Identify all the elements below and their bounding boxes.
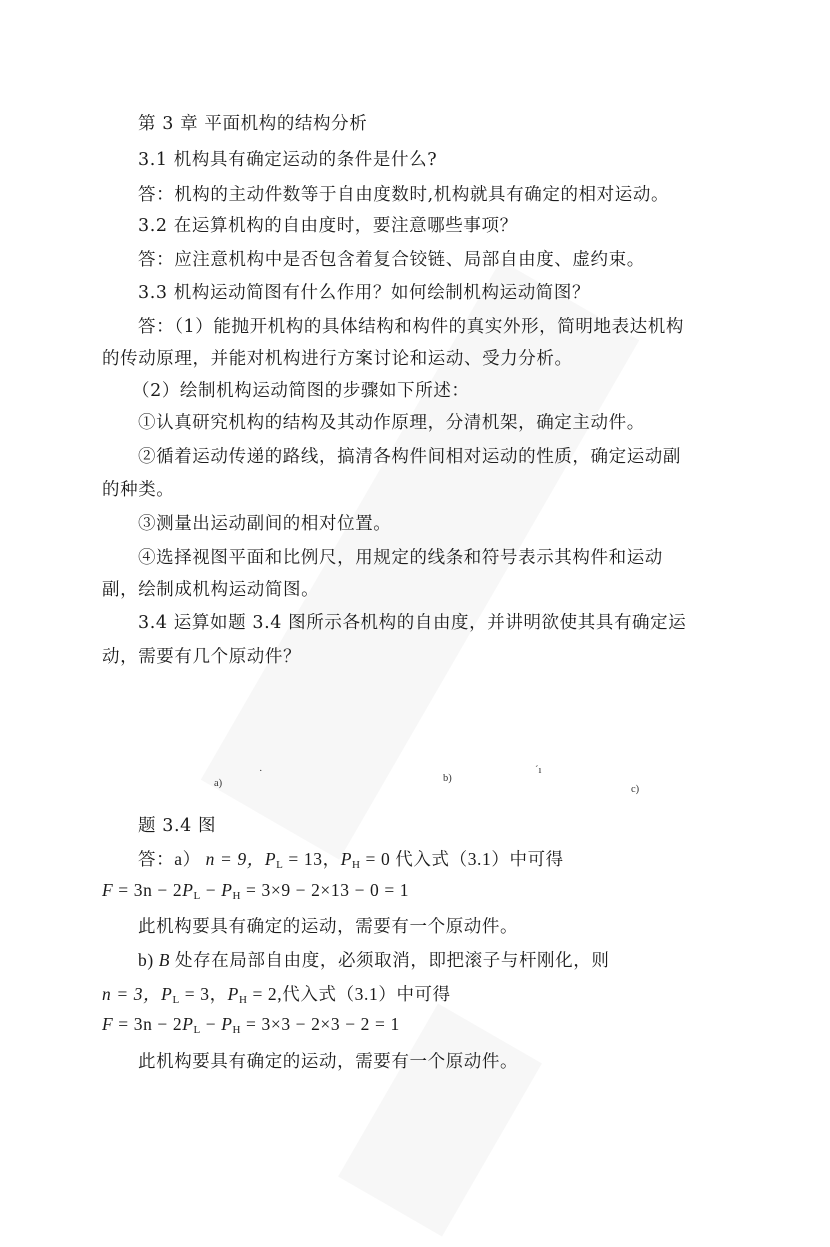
answer-suffix: 代入式（3.1）中可得: [395, 849, 564, 869]
chapter-title: 第 3 章 平面机构的结构分析: [138, 114, 368, 134]
figure-label-c: c): [631, 784, 640, 795]
answer-3-2: 答：应注意机构中是否包含着复合铰链、局部自由度、虚约束。: [138, 250, 645, 270]
formula-head: = 3n − 2: [113, 1014, 183, 1034]
param-pl: = 3，: [179, 984, 228, 1004]
symbol-p: P: [221, 880, 233, 900]
subscript-h: H: [232, 1024, 242, 1036]
subscript-h: H: [238, 994, 248, 1006]
symbol-p: P: [340, 849, 352, 869]
formula-tail: = 3×3 − 2×3 − 2 = 1: [241, 1014, 400, 1034]
symbol-f: F: [102, 1014, 114, 1034]
answer-3-4a-conclusion: 此机构要具有确定的运动，需要有一个原动件。: [138, 917, 519, 937]
answer-3-4b-formula: [102, 1014, 400, 1036]
symbol-p: P: [227, 984, 239, 1004]
symbol-p: P: [182, 1014, 194, 1034]
subscript-l: L: [172, 994, 180, 1006]
answer-3-3-part1b: 的传动原理，并能对机构进行方案讨论和运动、受力分析。: [102, 349, 573, 369]
answer-3-3-step4a: ④选择视图平面和比例尺，用规定的线条和符号表示其构件和运动: [138, 548, 663, 568]
question-3-2: 3.2 在运算机构的自由度时，要注意哪些事项？: [138, 216, 518, 236]
answer-b-prefix: b): [138, 950, 159, 970]
answer-3-3-step2a: ②循着运动传递的路线，搞清各构件间相对运动的性质，确定运动副: [138, 447, 681, 467]
symbol-b: B: [158, 950, 171, 970]
question-3-4b: 动，需要有几个原动件？: [102, 647, 302, 667]
answer-3-3-step1: ①认真研究机构的结构及其动作原理，分清机架，确定主动件。: [138, 413, 645, 433]
param-n: n = 3，: [102, 984, 162, 1004]
answer-3-4b-text: [138, 947, 609, 972]
subscript-h: H: [232, 890, 242, 902]
symbol-p: P: [264, 849, 277, 869]
subscript-l: L: [193, 1024, 201, 1036]
formula-tail: = 3×9 − 2×13 − 0 = 1: [241, 880, 410, 900]
answer-3-4b-params: [102, 981, 451, 1006]
answer-prefix: 答：a）: [138, 849, 201, 869]
subscript-l: L: [276, 859, 284, 871]
answer-3-3-step2b: 的种类。: [102, 480, 175, 500]
answer-3-4a-params: [138, 846, 564, 871]
formula-head: = 3n − 2: [113, 880, 183, 900]
symbol-p: P: [182, 880, 194, 900]
param-ph: = 2,: [247, 984, 283, 1004]
answer-b-suffix: 代入式（3.1）中可得: [282, 984, 451, 1004]
answer-3-3-step4b: 副，绘制成机构运动简图。: [102, 580, 320, 600]
answer-b-body: 处存在局部自由度，必须取消，即把滚子与杆刚化，则: [175, 950, 610, 970]
figure-label-a: a): [214, 778, 223, 789]
minus-sign: −: [200, 880, 222, 900]
figure-caption: 题 3.4 图: [138, 816, 217, 836]
symbol-p: P: [221, 1014, 233, 1034]
symbol-p: P: [161, 984, 173, 1004]
answer-3-4a-formula: [102, 880, 409, 902]
figure-stray-mark-b: ˊı: [535, 765, 542, 776]
question-3-4a: 3.4 运算如题 3.4 图所示各机构的自由度，并讲明欲使其具有确定运: [138, 613, 687, 633]
param-ph: = 0: [360, 849, 391, 869]
figure-label-b: b): [443, 773, 452, 784]
param-n: n = 9，: [205, 849, 265, 869]
answer-3-3-part1a: 答：（1）能抛开机构的具体结构和构件的真实外形，简明地表达机构: [138, 317, 684, 337]
minus-sign: −: [200, 1014, 222, 1034]
param-pl: = 13，: [283, 849, 341, 869]
answer-3-3-part2: （2）绘制机构运动简图的步骤如下所述：: [132, 381, 470, 401]
subscript-h: H: [351, 859, 361, 871]
answer-3-4b-conclusion: 此机构要具有确定的运动，需要有一个原动件。: [138, 1052, 519, 1072]
answer-3-3-step3: ③测量出运动副间的相对位置。: [138, 514, 392, 534]
question-3-1: 3.1 机构具有确定运动的条件是什么?: [138, 150, 438, 170]
figure-stray-mark: ·: [259, 766, 263, 777]
subscript-l: L: [193, 890, 201, 902]
question-3-3: 3.3 机构运动简图有什么作用？如何绘制机构运动简图？: [138, 283, 591, 303]
symbol-f: F: [102, 880, 114, 900]
answer-3-1: 答：机构的主动件数等于自由度数时,机构就具有确定的相对运动。: [138, 185, 670, 205]
